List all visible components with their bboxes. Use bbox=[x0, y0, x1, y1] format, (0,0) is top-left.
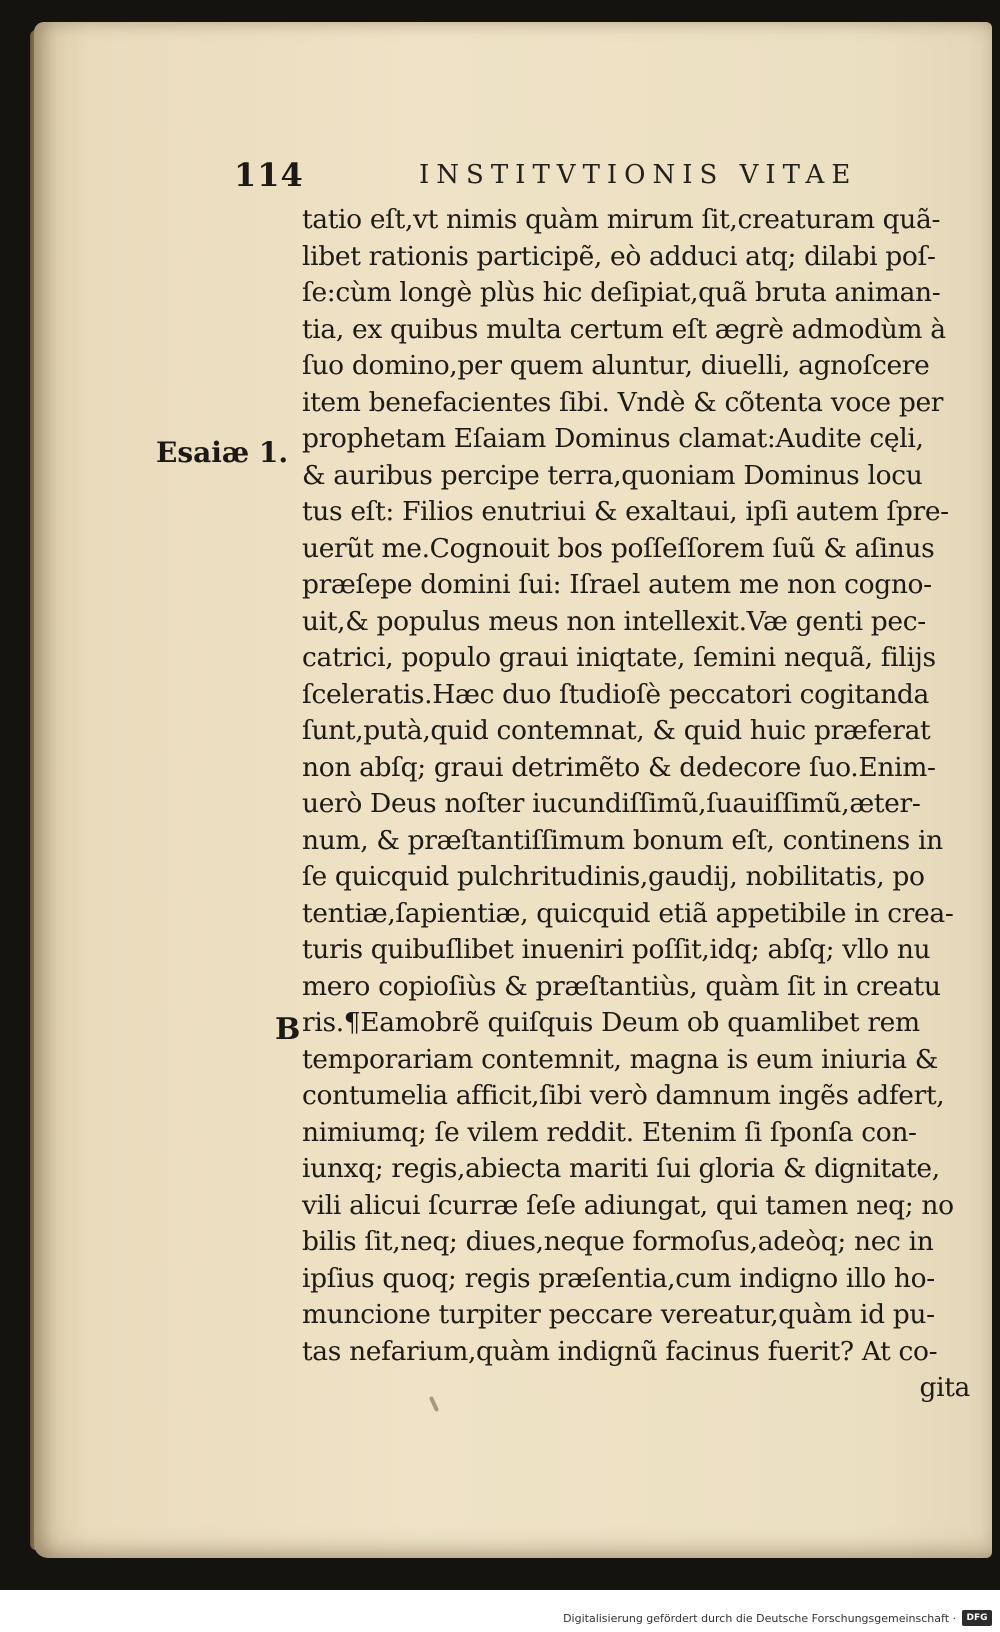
text-line: uit,& populus meus non intellexit.Væ genti pec- bbox=[302, 605, 926, 637]
text-line: num, & præſtantiſſimum bonum eſt, continens in bbox=[302, 824, 943, 856]
text-line: ſe:cùm longè plùs hic deſipiat,quã bruta animan- bbox=[302, 277, 941, 308]
footer-band bbox=[0, 1590, 1000, 1632]
body-text bbox=[302, 202, 982, 1407]
margin-note-reference: Esaiæ 1. bbox=[156, 436, 289, 469]
text-line: ſceleratis.Hæc duo ſtudioſè peccatori cogitanda bbox=[302, 678, 929, 710]
text-line: tas nefarium,quàm indignũ facinus fuerit? At co- bbox=[302, 1335, 938, 1367]
text-line: contumelia afficit,ſibi verò damnum ingẽs adfert, bbox=[302, 1080, 945, 1111]
text-line: catrici, populo graui iniqtate, ſemini nequã, filijs bbox=[302, 642, 936, 673]
text-line: iunxq; regis,abiecta mariti ſui gloria & dignitate, bbox=[302, 1153, 940, 1184]
text-line: gita bbox=[919, 1372, 970, 1403]
text-line: uerũt me.Cognouit bos poſſeſſorem ſuũ & aſinus bbox=[302, 532, 935, 564]
text-line: ris.¶Eamobrẽ quiſquis Deum ob quamlibet rem bbox=[302, 1007, 920, 1038]
text-line: non abſq; graui detrimẽto & dedecore ſuo.Enim- bbox=[302, 751, 936, 783]
text-line: libet rationis participẽ, eò adduci atq; dilabi poſ- bbox=[302, 240, 936, 272]
section-letter: B bbox=[275, 1012, 301, 1047]
text-line: bilis ſit,neq; diues,neque formoſus,adeòq; nec in bbox=[302, 1226, 934, 1257]
text-line: muncione turpiter peccare vereatur,quàm id pu- bbox=[302, 1299, 935, 1330]
text-line: ſe quicquid pulchritudinis,gaudij, nobilitatis, po bbox=[302, 861, 925, 892]
footer-credit: Digitalisierung gefördert durch die Deutsche Forschungsgemeinschaft · bbox=[563, 1612, 956, 1625]
text-line: vili alicui ſcurræ ſeſe adiungat, qui tamen neq; no bbox=[302, 1189, 954, 1221]
text-line: nimiumq; ſe vilem reddit. Etenim ſi ſponſa con- bbox=[302, 1116, 917, 1148]
text-line: uerò Deus noſter iucundiſſimũ,ſuauiſſimũ,æter- bbox=[302, 788, 921, 819]
page-header bbox=[34, 152, 992, 192]
text-line: ſunt,putà,quid contemnat, & quid huic præferat bbox=[302, 715, 931, 746]
page-number: 114 bbox=[234, 156, 304, 194]
text-line: & auribus percipe terra,quoniam Dominus locu bbox=[302, 459, 923, 491]
text-line: ipſius quoq; regis præſentia,cum indigno illo ho- bbox=[302, 1262, 935, 1294]
text-line: ſuo domino,per quem aluntur, diuelli, agnoſcere bbox=[302, 350, 930, 381]
text-line: tatio eſt,vt nimis quàm mirum ſit,creaturam quã- bbox=[302, 204, 941, 235]
text-line: turis quibuſlibet inueniri poſſit,idq; abſq; vllo nu bbox=[302, 934, 931, 965]
running-title: INSTITVTIONIS VITAE bbox=[419, 160, 858, 190]
text-line: tia, ex quibus multa certum eſt ægrè admodùm à bbox=[302, 313, 946, 345]
text-line: præſepe domini ſui: Iſrael autem me non cogno- bbox=[302, 569, 932, 600]
text-line: tus eſt: Filios enutriui & exaltaui, ipſi autem ſpre- bbox=[302, 496, 949, 527]
text-line: temporariam contemnit, magna is eum iniuria & bbox=[302, 1043, 938, 1075]
text-line: prophetam Eſaiam Dominus clamat:Audite cęli, bbox=[302, 423, 924, 454]
text-line: item benefacientes ſibi. Vndè & cõtenta voce per bbox=[302, 386, 944, 418]
text-line: tentiæ,ſapientiæ, quicquid etiã appetibile in crea- bbox=[302, 897, 954, 929]
dfg-logo: DFG bbox=[962, 1610, 992, 1626]
text-line: mero copioſiùs & præſtantiùs, quàm ſit in creatu bbox=[302, 970, 941, 1002]
